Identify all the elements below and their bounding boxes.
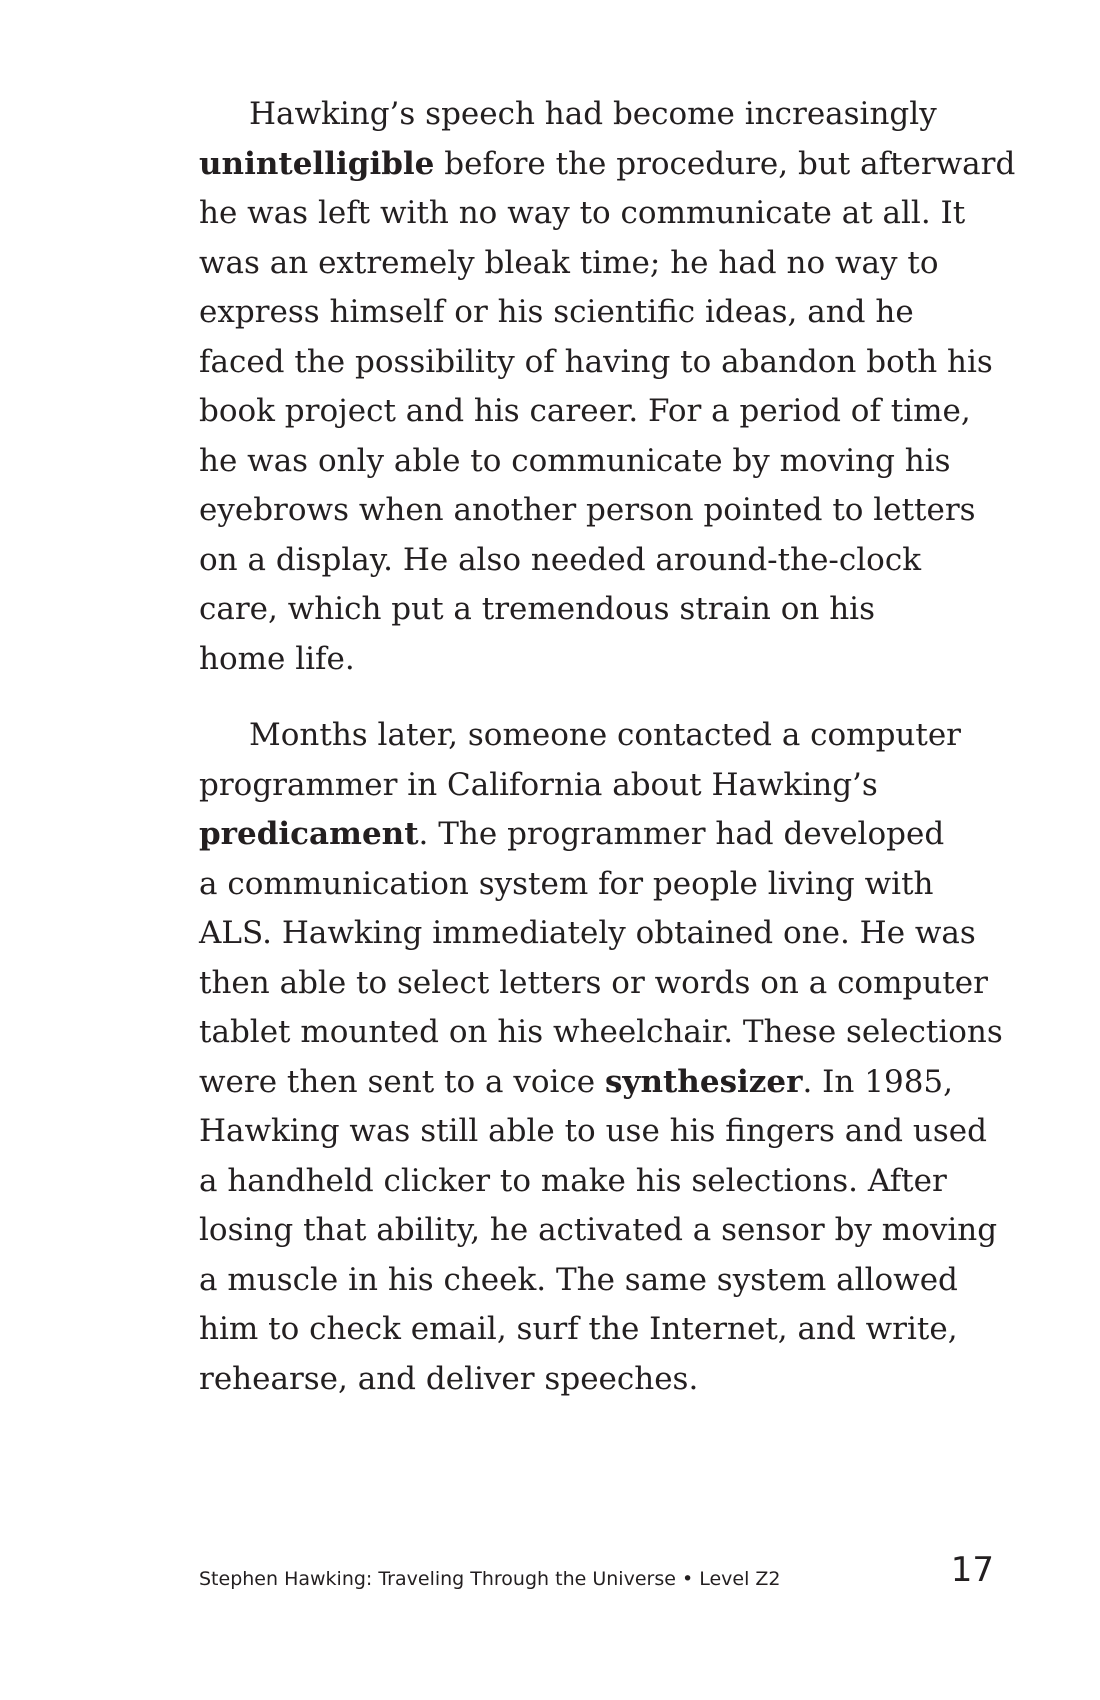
paragraph-line: ALS. Hawking immediately obtained one. He was xyxy=(199,915,976,951)
paragraph-2 xyxy=(199,711,1003,1404)
line-text: were then sent to a voice xyxy=(199,1063,605,1100)
paragraph-line: care, which put a tremendous strain on his xyxy=(199,591,876,627)
paragraph-line: Hawking’s speech had become increasingly xyxy=(249,96,937,132)
paragraph-line: was an extremely bleak time; he had no way to xyxy=(199,244,939,281)
line-text: . The programmer had developed xyxy=(418,816,945,852)
paragraph-line xyxy=(199,810,999,860)
paragraph-spacer xyxy=(199,684,999,711)
paragraph-line: Months later, someone contacted a computer xyxy=(249,717,962,753)
paragraph-line: losing that ability, he activated a sensor by moving xyxy=(199,1212,998,1248)
vocabulary-word: predicament xyxy=(199,816,419,852)
line-text: . In 1985, xyxy=(802,1063,953,1100)
paragraph-line xyxy=(199,140,1016,190)
vocabulary-word: synthesizer xyxy=(604,1063,803,1100)
paragraph-line: Hawking was still able to use his fingers and used xyxy=(199,1113,987,1149)
paragraph-line: home life. xyxy=(199,640,355,677)
paragraph-line: eyebrows when another person pointed to letters xyxy=(199,492,976,528)
page-number: 17 xyxy=(950,1550,994,1590)
paragraph-line: a handheld clicker to make his selections. After xyxy=(199,1162,947,1199)
footer-book-title: Stephen Hawking: Traveling Through the Universe • Level Z2 xyxy=(199,1568,781,1590)
paragraph-line: he was left with no way to communicate at all. It xyxy=(199,195,966,231)
paragraph-line: on a display. He also needed around-the-clock xyxy=(199,541,921,578)
paragraph-line: him to check email, surf the Internet, and write, xyxy=(199,1311,958,1347)
paragraph-line: then able to select letters or words on a computer xyxy=(199,964,988,1001)
body-text xyxy=(199,90,1016,1404)
line-text: before the procedure, but afterward xyxy=(434,145,1016,182)
paragraph-line: rehearse, and deliver speeches. xyxy=(199,1360,699,1397)
paragraph-line: he was only able to communicate by moving his xyxy=(199,442,951,479)
paragraph-line: book project and his career. For a period of time, xyxy=(199,393,971,429)
paragraph-line: a muscle in his cheek. The same system allowed xyxy=(199,1261,958,1298)
paragraph-line: a communication system for people living with xyxy=(199,865,934,902)
paragraph-line: tablet mounted on his wheelchair. These selections xyxy=(199,1014,1003,1050)
paragraph-1 xyxy=(199,90,1016,684)
vocabulary-word: unintelligible xyxy=(199,145,435,182)
paragraph-line: programmer in California about Hawking’s xyxy=(199,766,878,803)
paragraph-line xyxy=(199,1058,999,1108)
paragraph-line: express himself or his scientific ideas, and he xyxy=(199,294,914,330)
paragraph-line: faced the possibility of having to abandon both his xyxy=(199,343,993,380)
